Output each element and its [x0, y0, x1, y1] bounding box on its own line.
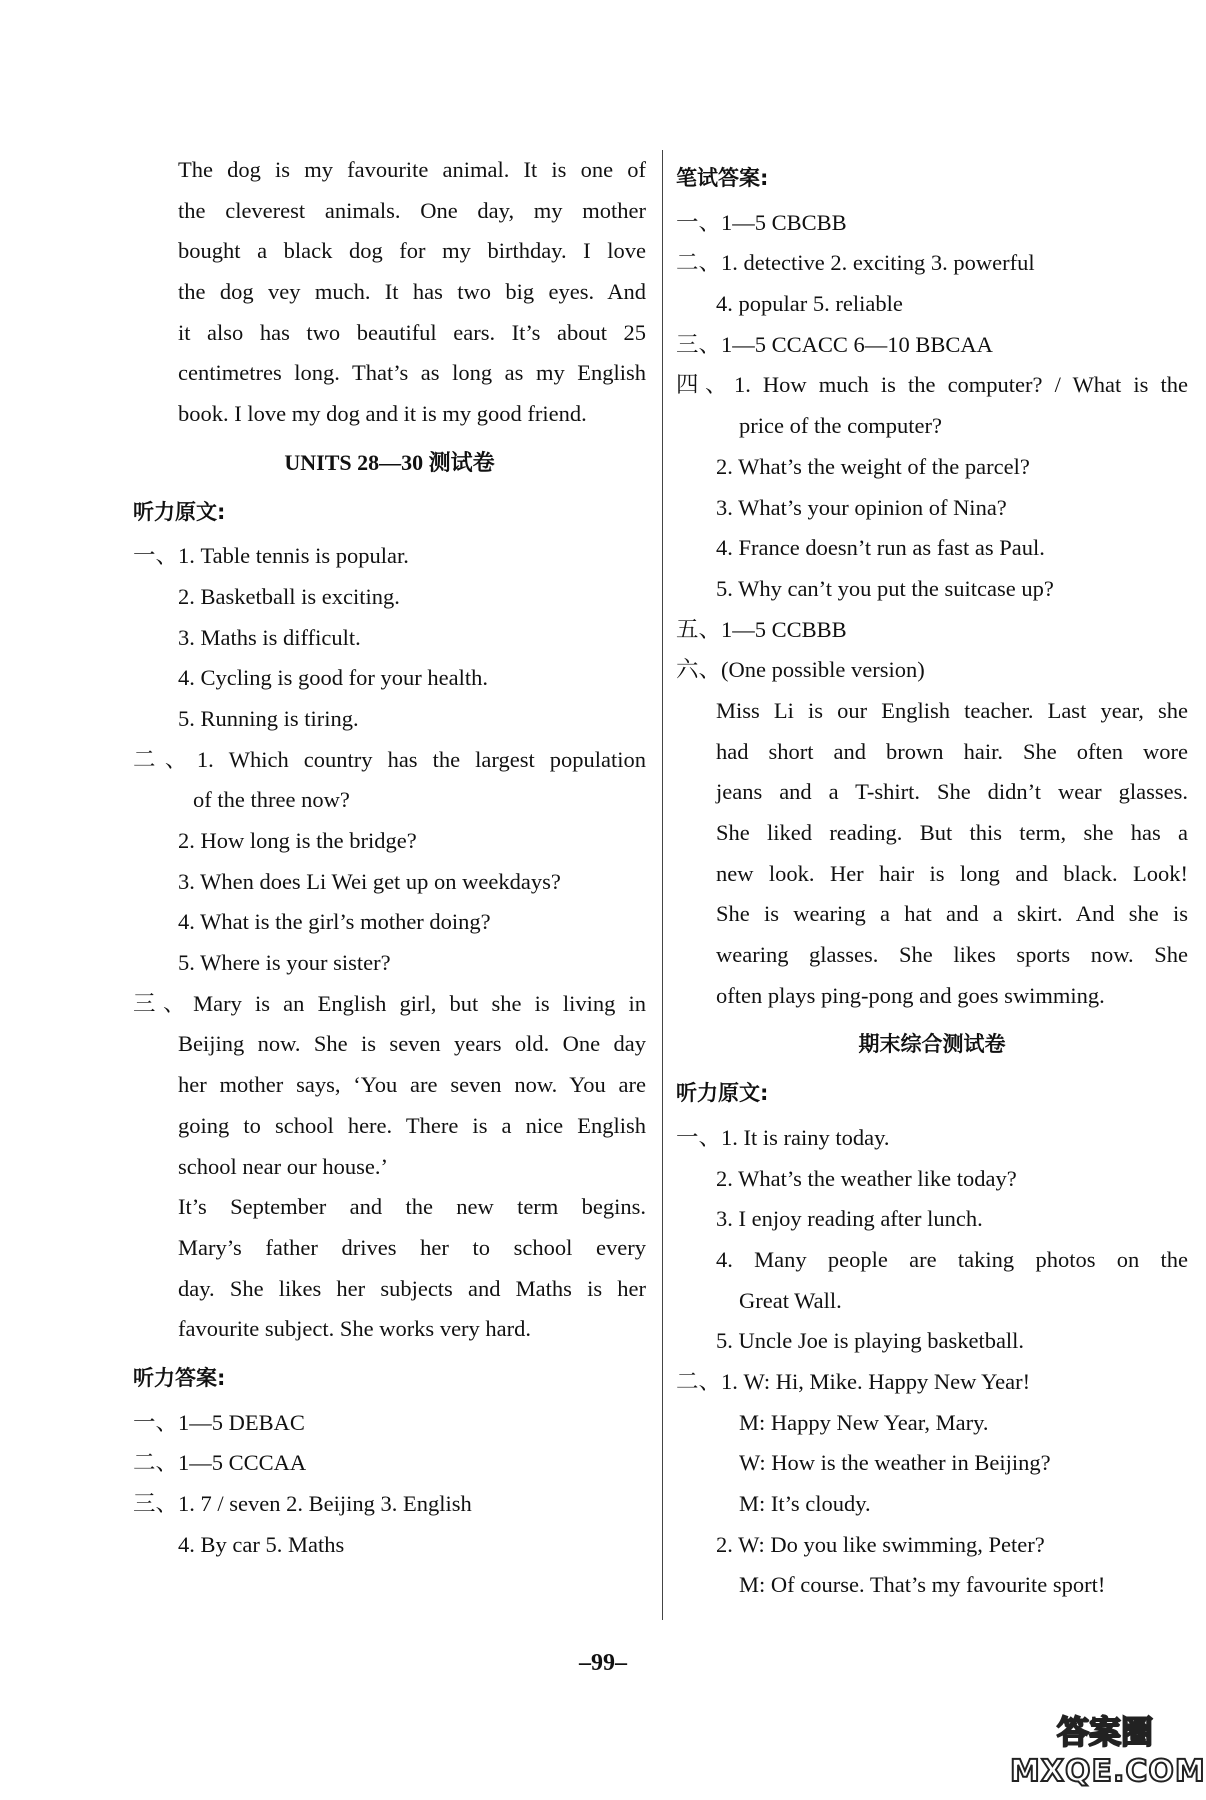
right-line: often plays ping-pong and goes swimming. — [716, 982, 1105, 1008]
right-line: 2. W: Do you like swimming, Peter? — [716, 1531, 1045, 1557]
left-line: 3. When does Li Wei get up on weekdays? — [178, 868, 561, 894]
left-line: bought a black dog for my birthday. I love — [178, 238, 646, 264]
right-line: 3. What’s your opinion of Nina? — [716, 494, 1007, 520]
watermark-line1: 答案圈 — [1056, 1713, 1153, 1751]
right-line: new look. Her hair is long and black. Look! — [716, 860, 1188, 886]
right-line: M: Happy New Year, Mary. — [739, 1409, 989, 1435]
right-line: 一、1—5 CBCBB — [676, 209, 847, 235]
left-line: UNITS 28—30 测试卷 — [284, 449, 495, 475]
left-column — [133, 150, 646, 1565]
right-line: 5. Uncle Joe is playing basketball. — [716, 1328, 1025, 1354]
right-line: 笔试答案: — [676, 166, 769, 190]
right-line: 二、1. detective 2. exciting 3. powerful — [676, 250, 1035, 276]
left-line: day. She likes her subjects and Maths is her — [178, 1275, 646, 1301]
left-line: It’s September and the new term begins. — [178, 1194, 646, 1220]
right-line: 4. Many people are taking photos on the — [716, 1246, 1188, 1272]
right-line: 5. Why can’t you put the suitcase up? — [716, 575, 1054, 601]
left-line: 二、1. Which country has the largest population — [133, 746, 646, 772]
left-line: of the three now? — [193, 787, 350, 813]
left-line: school near our house.’ — [178, 1153, 388, 1179]
right-line: 四、1. How much is the computer? / What is the — [676, 372, 1188, 398]
right-line: 2. What’s the weight of the parcel? — [716, 453, 1030, 479]
right-line: 二、1. W: Hi, Mike. Happy New Year! — [676, 1368, 1031, 1394]
left-line: centimetres long. That’s as long as my English — [178, 360, 646, 386]
right-line: 期末综合测试卷 — [858, 1032, 1006, 1057]
left-line: 一、1. Table tennis is popular. — [133, 543, 409, 569]
left-line: 2. How long is the bridge? — [178, 828, 417, 853]
right-line: 2. What’s the weather like today? — [716, 1165, 1017, 1191]
right-line: Miss Li is our English teacher. Last year, she — [716, 697, 1188, 723]
right-line: W: How is the weather in Beijing? — [739, 1450, 1051, 1476]
left-line: going to school here. There is a nice English — [178, 1112, 646, 1138]
right-line: She liked reading. But this term, she has a — [716, 820, 1188, 845]
left-line: 5. Where is your sister? — [178, 950, 391, 976]
right-line: 五、1—5 CCBBB — [676, 616, 847, 642]
left-line: 5. Running is tiring. — [178, 705, 359, 731]
left-line: Beijing now. She is seven years old. One day — [178, 1031, 646, 1057]
watermark-logo — [1010, 1712, 1206, 1798]
right-line: She is wearing a hat and a skirt. And she is — [716, 901, 1188, 927]
left-line: The dog is my favourite animal. It is one of — [178, 157, 646, 182]
right-line: M: Of course. That’s my favourite sport! — [739, 1572, 1106, 1598]
right-column — [676, 150, 1188, 1606]
column-divider — [662, 150, 663, 1620]
right-line: wearing glasses. She likes sports now. She — [716, 942, 1188, 968]
left-line: 4. By car 5. Maths — [178, 1531, 345, 1557]
left-line: it also has two beautiful ears. It’s about 25 — [178, 319, 646, 345]
right-line: 4. popular 5. reliable — [716, 291, 903, 317]
left-line: her mother says, ‘You are seven now. You are — [178, 1072, 646, 1098]
right-line: 三、1—5 CCACC 6—10 BBCAA — [676, 331, 993, 357]
left-line: 三、Mary is an English girl, but she is living in — [133, 990, 646, 1016]
left-line: 一、1—5 DEBAC — [133, 1409, 305, 1435]
left-line: the dog vey much. It has two big eyes. And — [178, 279, 646, 305]
right-line: M: It’s cloudy. — [739, 1491, 871, 1516]
left-line: 3. Maths is difficult. — [178, 624, 361, 650]
left-line: 4. What is the girl’s mother doing? — [178, 909, 491, 935]
left-line: 三、1. 7 / seven 2. Beijing 3. English — [133, 1491, 472, 1516]
left-line: 2. Basketball is exciting. — [178, 583, 400, 609]
right-line: 4. France doesn’t run as fast as Paul. — [716, 535, 1045, 561]
right-line: had short and brown hair. She often wore — [716, 738, 1188, 764]
left-line: 听力原文: — [133, 499, 226, 524]
left-line: 4. Cycling is good for your health. — [178, 665, 488, 691]
right-line: 一、1. It is rainy today. — [676, 1124, 890, 1150]
watermark-line2: MXQE.COM — [1010, 1754, 1206, 1789]
left-line: 二、1—5 CCCAA — [133, 1450, 307, 1476]
right-line: Great Wall. — [739, 1287, 842, 1313]
right-line: 六、(One possible version) — [676, 657, 925, 683]
page-number: –99– — [579, 1650, 627, 1676]
left-line: favourite subject. She works very hard. — [178, 1316, 532, 1342]
left-line: Mary’s father drives her to school every — [178, 1234, 646, 1260]
right-line: price of the computer? — [739, 413, 943, 439]
right-line: 3. I enjoy reading after lunch. — [716, 1206, 983, 1232]
left-line: 听力答案: — [133, 1365, 226, 1390]
left-line: the cleverest animals. One day, my mother — [178, 197, 646, 223]
right-line: jeans and a T-shirt. She didn’t wear glasses. — [716, 779, 1188, 805]
right-line: 听力原文: — [676, 1081, 769, 1106]
left-line: book. I love my dog and it is my good friend. — [178, 401, 587, 427]
